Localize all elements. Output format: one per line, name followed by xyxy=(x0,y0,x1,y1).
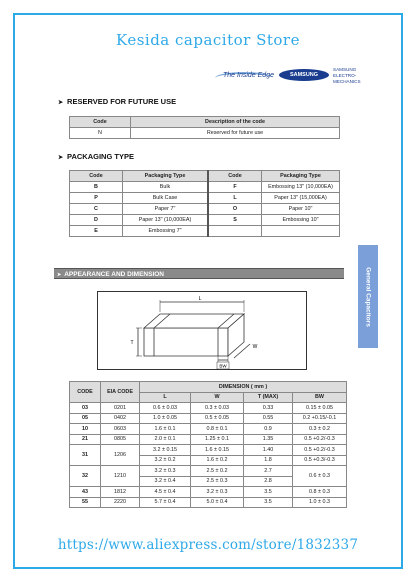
table-row xyxy=(70,403,347,414)
label-bw: BW xyxy=(219,363,227,369)
table-cell: S xyxy=(208,215,262,226)
table-cell: P xyxy=(70,193,123,204)
table-cell: 1.0 ± 0.3 xyxy=(293,497,347,508)
table-cell: 0.5 +0.3/-0.3 xyxy=(293,455,347,466)
table-cell: 2220 xyxy=(101,497,140,508)
table-cell: 0805 xyxy=(101,434,140,445)
table-cell: 0.6 ± 0.03 xyxy=(140,403,191,414)
table-cell: 5.7 ± 0.4 xyxy=(140,497,191,508)
table-cell: 0603 xyxy=(101,424,140,435)
table-row xyxy=(70,128,340,139)
table-header: Code xyxy=(70,117,131,128)
table-cell: 1.8 xyxy=(244,455,293,466)
table-cell: 0.15 ± 0.05 xyxy=(293,403,347,414)
table-cell: 0.3 ± 0.2 xyxy=(293,424,347,435)
table-cell: 0402 xyxy=(101,413,140,424)
table-cell: 0.5 +0.2/-0.3 xyxy=(293,434,347,445)
table-cell: 1210 xyxy=(101,466,140,487)
table-cell: 3.5 xyxy=(244,487,293,498)
table-cell: 03 xyxy=(70,403,101,414)
table-cell: Embossing 10" xyxy=(262,215,340,226)
table-row xyxy=(70,445,347,456)
table-cell: 0.5 +0.2/-0.3 xyxy=(293,445,347,456)
table-cell: 05 xyxy=(70,413,101,424)
table-cell: 1.6 ± 0.2 xyxy=(191,455,244,466)
table-cell: O xyxy=(208,204,262,215)
table-cell: 21 xyxy=(70,434,101,445)
table-cell: 1.0 ± 0.05 xyxy=(140,413,191,424)
samsung-logo: SAMSUNG xyxy=(279,69,329,81)
table-cell xyxy=(208,226,262,237)
table-row xyxy=(70,424,347,435)
store-title: Kesida capacitor Store xyxy=(116,31,300,49)
table-row xyxy=(70,434,347,445)
packaging-heading: ➤ PACKAGING TYPE xyxy=(58,152,134,161)
table-cell: 3.2 ± 0.3 xyxy=(191,487,244,498)
table-cell: 0.5 ± 0.05 xyxy=(191,413,244,424)
table-cell: 2.5 ± 0.3 xyxy=(191,476,244,487)
table-cell: 0.55 xyxy=(244,413,293,424)
samsung-em-text: SAMSUNG ELECTRO-MECHANICS xyxy=(333,67,361,84)
table-cell: 2.8 xyxy=(244,476,293,487)
table-cell: C xyxy=(70,204,123,215)
table-cell: 2.0 ± 0.1 xyxy=(140,434,191,445)
table-cell: 1.35 xyxy=(244,434,293,445)
table-cell: 10 xyxy=(70,424,101,435)
table-cell: E xyxy=(70,226,123,237)
chip-drawing xyxy=(98,292,306,369)
reserved-table xyxy=(69,116,340,139)
table-cell: 0.9 xyxy=(244,424,293,435)
table-cell: 1.6 ± 0.1 xyxy=(140,424,191,435)
table-cell: Paper 7" xyxy=(123,204,209,215)
table-cell: N xyxy=(70,128,131,139)
table-row xyxy=(70,215,340,226)
table-cell: 3.2 ± 0.2 xyxy=(140,455,191,466)
bullet-icon: ➤ xyxy=(58,100,64,106)
side-tab: General Capacitors xyxy=(358,245,378,348)
table-cell: L xyxy=(208,193,262,204)
table-header: Code xyxy=(208,171,262,182)
table-cell: Reserved for future use xyxy=(131,128,340,139)
table-cell: 3.2 ± 0.15 xyxy=(140,445,191,456)
table-cell: 0.3 ± 0.03 xyxy=(191,403,244,414)
table-cell: Paper 10" xyxy=(262,204,340,215)
logo-group xyxy=(215,64,375,86)
table-cell: 0201 xyxy=(101,403,140,414)
table-row xyxy=(70,193,340,204)
table-cell: 2.5 ± 0.2 xyxy=(191,466,244,477)
table-cell: 1812 xyxy=(101,487,140,498)
table-header: Packaging Type xyxy=(123,171,209,182)
appearance-heading: ➤ APPEARANCE AND DIMENSION xyxy=(54,268,344,279)
table-header: CODE xyxy=(70,382,101,403)
table-cell: 0.2 +0.15/-0.1 xyxy=(293,413,347,424)
table-header: Packaging Type xyxy=(262,171,340,182)
label-w: W xyxy=(252,344,258,350)
chip-diagram xyxy=(97,291,307,370)
table-cell: 2.7 xyxy=(244,466,293,477)
store-url[interactable]: https://www.aliexpress.com/store/1832337 xyxy=(57,537,359,553)
table-cell: 1.40 xyxy=(244,445,293,456)
table-cell: 0.6 ± 0.3 xyxy=(293,466,347,487)
table-header: Code xyxy=(70,171,123,182)
bullet-icon: ➤ xyxy=(58,155,64,161)
table-header: T (MAX) xyxy=(244,392,293,403)
inside-edge-logo: The Inside Edge xyxy=(215,66,275,84)
dimension-table xyxy=(69,381,347,508)
table-cell xyxy=(262,226,340,237)
table-cell: Embossing 7" xyxy=(123,226,209,237)
packaging-table xyxy=(69,170,340,237)
table-cell: 0.8 ± 0.1 xyxy=(191,424,244,435)
table-row xyxy=(70,226,340,237)
table-cell: 3.2 ± 0.3 xyxy=(140,466,191,477)
table-header: W xyxy=(191,392,244,403)
table-cell: 31 xyxy=(70,445,101,466)
table-cell: 1.6 ± 0.15 xyxy=(191,445,244,456)
table-header: DIMENSION ( mm ) xyxy=(140,382,347,393)
table-cell: 0.8 ± 0.3 xyxy=(293,487,347,498)
table-cell: Paper 13" (15,000EA) xyxy=(262,193,340,204)
table-cell: 4.5 ± 0.4 xyxy=(140,487,191,498)
table-cell: 1.25 ± 0.1 xyxy=(191,434,244,445)
table-cell: 1206 xyxy=(101,445,140,466)
table-cell: D xyxy=(70,215,123,226)
table-cell: 43 xyxy=(70,487,101,498)
table-cell: 3.5 xyxy=(244,497,293,508)
label-t: T xyxy=(130,340,134,346)
table-cell: B xyxy=(70,182,123,193)
table-cell: Embossing 13" (10,000EA) xyxy=(262,182,340,193)
table-row xyxy=(70,204,340,215)
reserved-heading: ➤ RESERVED FOR FUTURE USE xyxy=(58,97,177,106)
table-row xyxy=(70,466,347,477)
table-cell: Bulk Case xyxy=(123,193,209,204)
table-header: BW xyxy=(293,392,347,403)
table-cell: F xyxy=(208,182,262,193)
label-l: L xyxy=(198,296,202,302)
table-row xyxy=(70,182,340,193)
table-cell: Paper 13" (10,000EA) xyxy=(123,215,209,226)
bullet-icon: ➤ xyxy=(57,272,62,278)
table-row xyxy=(70,487,347,498)
table-cell: 3.2 ± 0.4 xyxy=(140,476,191,487)
table-header: L xyxy=(140,392,191,403)
table-header: Description of the code xyxy=(131,117,340,128)
table-cell: 0.33 xyxy=(244,403,293,414)
table-cell: 5.0 ± 0.4 xyxy=(191,497,244,508)
table-cell: 55 xyxy=(70,497,101,508)
table-cell: 32 xyxy=(70,466,101,487)
table-row xyxy=(70,497,347,508)
table-row xyxy=(70,413,347,424)
table-cell: Bulk xyxy=(123,182,209,193)
table-header: EIA CODE xyxy=(101,382,140,403)
